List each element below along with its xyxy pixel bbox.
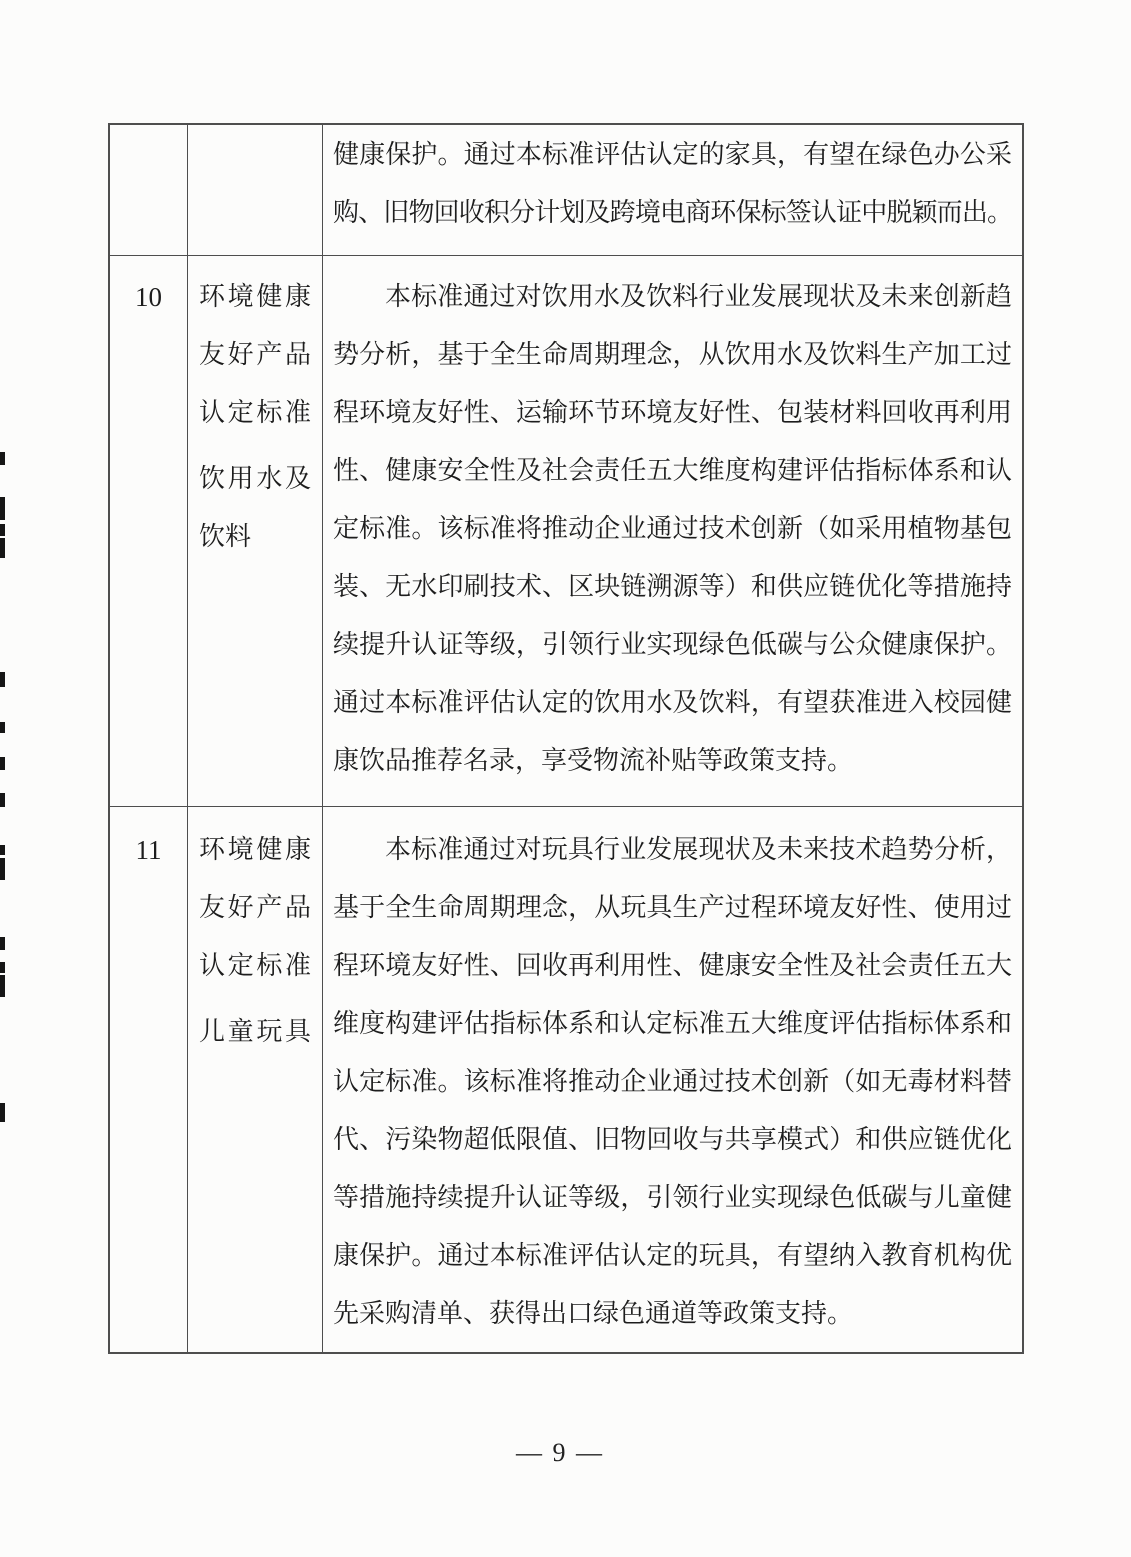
table-row-10 <box>110 255 1022 806</box>
scan-artifact <box>0 845 5 855</box>
name-line: 环境健康 <box>199 282 311 311</box>
desc-line: 性、健康安全性及社会责任五大维度构建评估指标体系和认 <box>333 456 1012 485</box>
scan-artifact <box>0 757 5 770</box>
name-line: 饮用水及 <box>199 464 311 493</box>
scan-artifact <box>0 722 5 733</box>
desc-line: 定标准。该标准将推动企业通过技术创新（如采用植物基包 <box>333 514 1012 543</box>
desc-line: 通过本标准评估认定的饮用水及饮料，有望获准进入校园健 <box>333 688 1012 717</box>
name-line: 环境健康 <box>199 835 311 864</box>
name-line: 友好产品 <box>199 893 311 922</box>
scan-artifact <box>0 1103 5 1122</box>
standard-name-cell <box>188 807 323 1352</box>
scan-artifact <box>0 793 5 807</box>
desc-line: 本标准通过对玩具行业发展现状及未来技术趋势分析， <box>385 835 1012 864</box>
desc-line: 等措施持续提升认证等级，引领行业实现绿色低碳与儿童健 <box>333 1183 1012 1212</box>
desc-line: 认定标准。该标准将推动企业通过技术创新（如无毒材料替 <box>333 1067 1012 1096</box>
desc-line: 基于全生命周期理念，从玩具生产过程环境友好性、使用过 <box>333 893 1012 922</box>
row-index-cell: 11 <box>110 807 188 1352</box>
table-row-continuation <box>110 125 1022 255</box>
name-line: 认定标准 <box>199 398 311 427</box>
scan-artifact <box>0 538 5 558</box>
desc-line: 续提升认证等级，引领行业实现绿色低碳与公众健康保护。 <box>333 630 1012 659</box>
scan-artifact <box>0 672 5 687</box>
name-line: 儿童玩具 <box>199 1017 311 1046</box>
scan-artifact <box>0 975 5 997</box>
standard-name-cell <box>188 125 323 255</box>
desc-line: 代、污染物超低限值、旧物回收与共享模式）和供应链优化 <box>333 1125 1012 1154</box>
desc-line: 康饮品推荐名录，享受物流补贴等政策支持。 <box>333 746 854 775</box>
desc-line: 健康保护。通过本标准评估认定的家具，有望在绿色办公采 <box>333 140 1012 169</box>
desc-line: 程环境友好性、回收再利用性、健康安全性及社会责任五大 <box>333 951 1012 980</box>
desc-line: 装、无水印刷技术、区块链溯源等）和供应链优化等措施持 <box>333 572 1012 601</box>
name-line: 友好产品 <box>199 340 311 369</box>
desc-line: 先采购清单、获得出口绿色通道等政策支持。 <box>333 1299 854 1328</box>
scan-artifact <box>0 452 5 465</box>
scan-artifact <box>0 858 5 880</box>
scan-artifact <box>0 962 5 973</box>
description-cell <box>323 125 1022 255</box>
row-index-cell <box>110 125 188 255</box>
table-row-11 <box>110 806 1022 1352</box>
scan-artifact <box>0 524 5 536</box>
desc-line: 购、旧物回收积分计划及跨境电商环保标签认证中脱颖而出。 <box>333 198 1012 227</box>
standard-name-cell <box>188 256 323 806</box>
standards-table <box>108 123 1024 1354</box>
desc-line: 本标准通过对饮用水及饮料行业发展现状及未来创新趋 <box>385 282 1012 311</box>
description-cell <box>323 256 1022 806</box>
desc-line: 势分析，基于全生命周期理念，从饮用水及饮料生产加工过 <box>333 340 1012 369</box>
row-index-cell: 10 <box>110 256 188 806</box>
desc-line: 程环境友好性、运输环节环境友好性、包装材料回收再利用 <box>333 398 1012 427</box>
name-line: 饮料 <box>199 522 252 551</box>
desc-line: 康保护。通过本标准评估认定的玩具，有望纳入教育机构优 <box>333 1241 1012 1270</box>
name-line: 认定标准 <box>199 951 311 980</box>
scan-artifact <box>0 937 5 950</box>
page-number: — 9 — <box>516 1438 604 1467</box>
scan-artifact <box>0 497 5 520</box>
desc-line: 维度构建评估指标体系和认定标准五大维度评估指标体系和 <box>333 1009 1012 1038</box>
description-cell <box>323 807 1022 1352</box>
